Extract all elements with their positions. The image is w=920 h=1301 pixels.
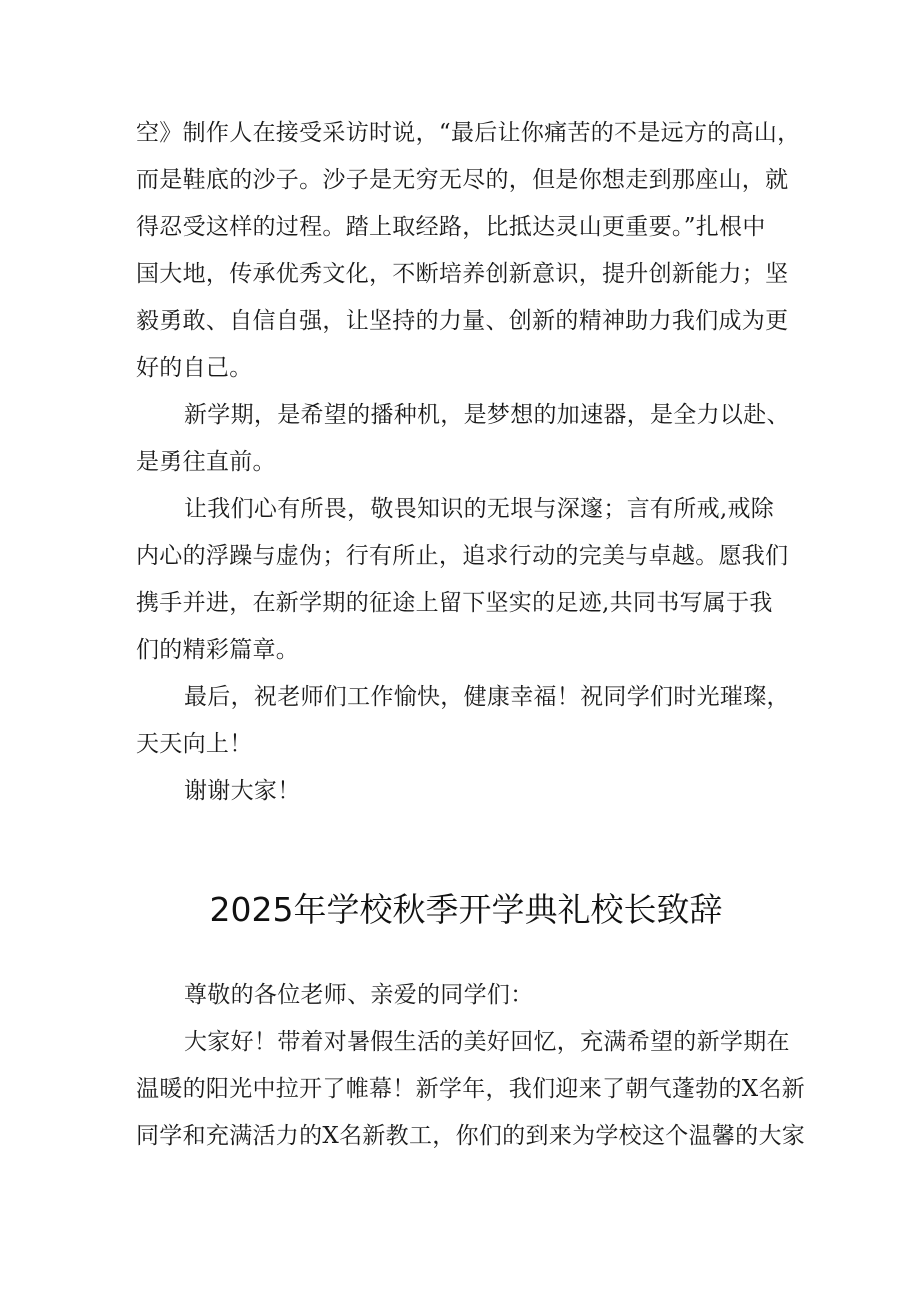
text-line: 毅勇敢、自信自强，让坚持的力量、创新的精神助力我们成为更 xyxy=(136,308,789,334)
speech-title: 2025年学校秋季开学典礼校长致辞 xyxy=(209,890,723,929)
continuation-section xyxy=(136,110,800,815)
text-line: 国大地，传承优秀文化，不断培养创新意识，提升创新能力；坚 xyxy=(136,261,789,287)
text-line: 谢谢大家！ xyxy=(184,778,301,804)
text-line: 内心的浮躁与虚伪；行有所止，追求行动的完美与卓越。愿我们 xyxy=(136,543,789,569)
salutation xyxy=(136,972,805,1019)
text-line: 空》制作人在接受采访时说，“最后让你痛苦的不是远方的高山， xyxy=(136,120,801,146)
text-line: 天天向上！ xyxy=(136,731,253,757)
text-line: 让我们心有所畏，敬畏知识的无垠与深邃；言有所戒,戒除 xyxy=(184,496,775,522)
text-line: 是勇往直前。 xyxy=(136,449,276,475)
text-line: 尊敬的各位老师、亲爱的同学们： xyxy=(184,982,534,1008)
paragraph-new-semester xyxy=(136,392,800,486)
paragraph-wishes xyxy=(136,674,800,768)
text-line: 最后，祝老师们工作愉快，健康幸福！祝同学们时光璀璨， xyxy=(184,684,790,710)
paragraph-reverence xyxy=(136,486,800,674)
paragraph-greeting xyxy=(136,1019,805,1160)
text-line: 好的自己。 xyxy=(136,355,253,381)
text-line: 们的精彩篇章。 xyxy=(136,637,300,663)
paragraph-continued xyxy=(136,110,800,392)
speech-section xyxy=(136,972,805,1160)
text-line: 得忍受这样的过程。踏上取经路，比抵达灵山更重要。”扎根中 xyxy=(136,214,766,240)
text-line: 大家好！带着对暑假生活的美好回忆，充满希望的新学期在 xyxy=(184,1029,790,1055)
text-line: 新学期，是希望的播种机，是梦想的加速器，是全力以赴、 xyxy=(184,402,790,428)
text-line: 而是鞋底的沙子。沙子是无穷无尽的，但是你想走到那座山，就 xyxy=(136,167,789,193)
text-line: 同学和充满活力的X名新教工，你们的到来为学校这个温馨的大家 xyxy=(136,1123,806,1149)
text-line: 温暖的阳光中拉开了帷幕！新学年，我们迎来了朝气蓬勃的X名新 xyxy=(136,1076,806,1102)
speech-title-container xyxy=(136,890,796,930)
text-line: 携手并进，在新学期的征途上留下坚实的足迹,共同书写属于我 xyxy=(136,590,773,616)
paragraph-thanks xyxy=(136,768,800,815)
